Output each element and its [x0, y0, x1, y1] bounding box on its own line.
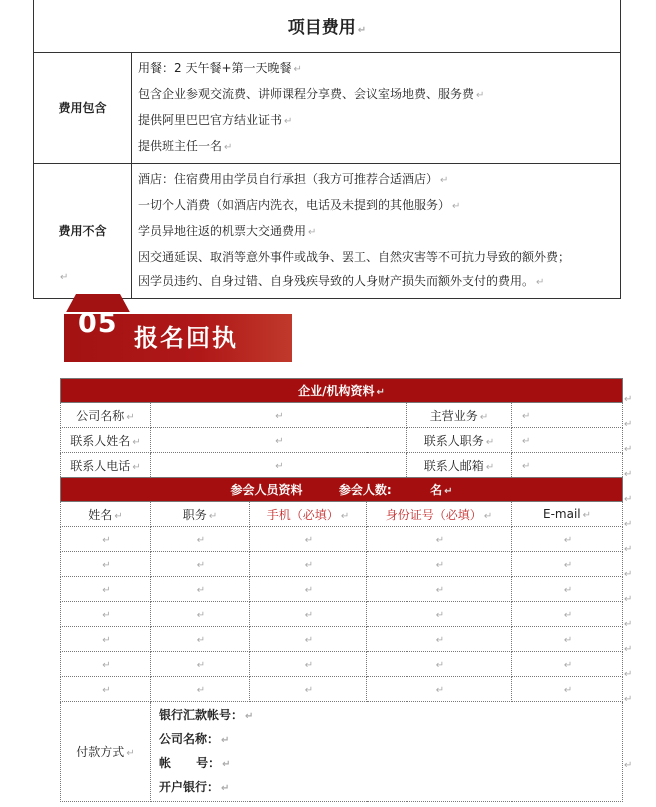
payment-line: 公司名称： ↵	[159, 731, 230, 746]
included-label-text: 费用包含	[58, 101, 107, 115]
attendee-row[interactable]: ↵ ↵ ↵ ↵ ↵	[61, 527, 623, 552]
cost-title-text: 项目费用	[287, 18, 356, 39]
included-label	[34, 52, 132, 163]
contact-title-field[interactable]: ↵	[512, 428, 623, 453]
attendee-row[interactable]: ↵ ↵ ↵ ↵ ↵	[61, 652, 623, 677]
company-name-label: 公司名称 ↵	[61, 403, 151, 428]
col-email: E-mail ↵	[512, 502, 623, 527]
excluded-item: 一切个人消费（如酒店内洗衣，电话及未提到的其他服务） ↵	[138, 197, 461, 212]
col-title: 职务 ↵	[151, 502, 250, 527]
cost-table	[33, 0, 621, 299]
excluded-list	[132, 163, 621, 298]
included-item: 提供阿里巴巴官方结业证书 ↵	[138, 112, 293, 127]
contact-phone-field[interactable]: ↵	[151, 453, 407, 478]
attendee-row[interactable]: ↵ ↵ ↵ ↵ ↵	[61, 552, 623, 577]
row-end-mark: ↵	[624, 760, 633, 771]
cost-title: 项目费用 ↵	[34, 0, 621, 52]
excluded-item: 因学员违约、自身过错、自身残疾导致的人身财产损失而额外支付的费用。 ↵	[138, 273, 545, 288]
payment-line: 帐 号： ↵	[159, 755, 231, 770]
row-end-mark: ↵	[624, 694, 633, 705]
included-item: 包含企业参观交流费、讲师课程分享费、会议室场地费、服务费 ↵	[138, 86, 485, 101]
payment-line: 银行汇款帐号： ↵	[159, 707, 254, 722]
main-business-label: 主营业务 ↵	[407, 403, 512, 428]
included-list	[132, 52, 621, 163]
main-business-field[interactable]: ↵	[512, 403, 623, 428]
excluded-label-text: 费用不含	[58, 224, 107, 238]
row-end-mark: ↵	[624, 644, 633, 655]
attendee-count-label: 参会人数:	[338, 483, 392, 497]
row-end-mark: ↵	[624, 444, 633, 455]
row-end-mark: ↵	[624, 619, 633, 630]
row-end-mark: ↵	[624, 494, 633, 505]
attendee-row[interactable]: ↵ ↵ ↵ ↵ ↵	[61, 627, 623, 652]
row-end-mark: ↵	[624, 669, 633, 680]
contact-name-field[interactable]: ↵	[151, 428, 407, 453]
included-item: 提供班主任一名 ↵	[138, 138, 233, 153]
attendee-row[interactable]: ↵ ↵ ↵ ↵ ↵	[61, 677, 623, 702]
excluded-label	[34, 163, 132, 298]
row-end-mark: ↵	[624, 419, 633, 430]
excluded-item: 因交通延误、取消等意外事件或战争、罢工、自然灾害等不可抗力导致的额外费；	[138, 249, 571, 264]
attendee-row[interactable]: ↵ ↵ ↵ ↵ ↵	[61, 577, 623, 602]
col-name: 姓名 ↵	[61, 502, 151, 527]
paragraph-mark: ↵	[60, 272, 69, 283]
contact-phone-label: 联系人电话 ↵	[61, 453, 151, 478]
contact-email-field[interactable]: ↵	[512, 453, 623, 478]
section-title: 报名回执	[134, 324, 238, 352]
section-header	[64, 294, 292, 364]
payment-line: 开户银行： ↵	[159, 779, 230, 794]
attendee-section-header: 参会人员资料 参会人数: 名 ↵	[61, 478, 623, 502]
contact-name-label: 联系人姓名 ↵	[61, 428, 151, 453]
excluded-item: 学员异地往返的机票大交通费用 ↵	[138, 223, 317, 238]
row-end-mark: ↵	[624, 569, 633, 580]
col-phone: 手机（必填） ↵	[250, 502, 367, 527]
row-end-mark: ↵	[624, 544, 633, 555]
row-end-mark: ↵	[624, 469, 633, 480]
section-number: 05	[78, 308, 118, 339]
row-end-mark: ↵	[624, 594, 633, 605]
registration-form	[60, 378, 623, 802]
row-end-mark: ↵	[624, 519, 633, 530]
col-id-number: 身份证号（必填） ↵	[367, 502, 512, 527]
payment-details[interactable]	[151, 702, 623, 802]
attendee-header-row	[61, 502, 623, 527]
contact-email-label: 联系人邮箱 ↵	[407, 453, 512, 478]
attendee-count-unit: 名	[430, 483, 443, 497]
payment-label: 付款方式 ↵	[61, 702, 151, 802]
company-section-header: 企业/机构资料 ↵	[61, 379, 623, 403]
attendee-row[interactable]: ↵ ↵ ↵ ↵ ↵	[61, 602, 623, 627]
contact-title-label: 联系人职务 ↵	[407, 428, 512, 453]
included-item: 用餐：2 天午餐+第一天晚餐 ↵	[138, 60, 302, 75]
row-end-mark: ↵	[624, 394, 633, 405]
company-name-field[interactable]: ↵	[151, 403, 407, 428]
excluded-item: 酒店：住宿费用由学员自行承担（我方可推荐合适酒店） ↵	[138, 171, 449, 186]
